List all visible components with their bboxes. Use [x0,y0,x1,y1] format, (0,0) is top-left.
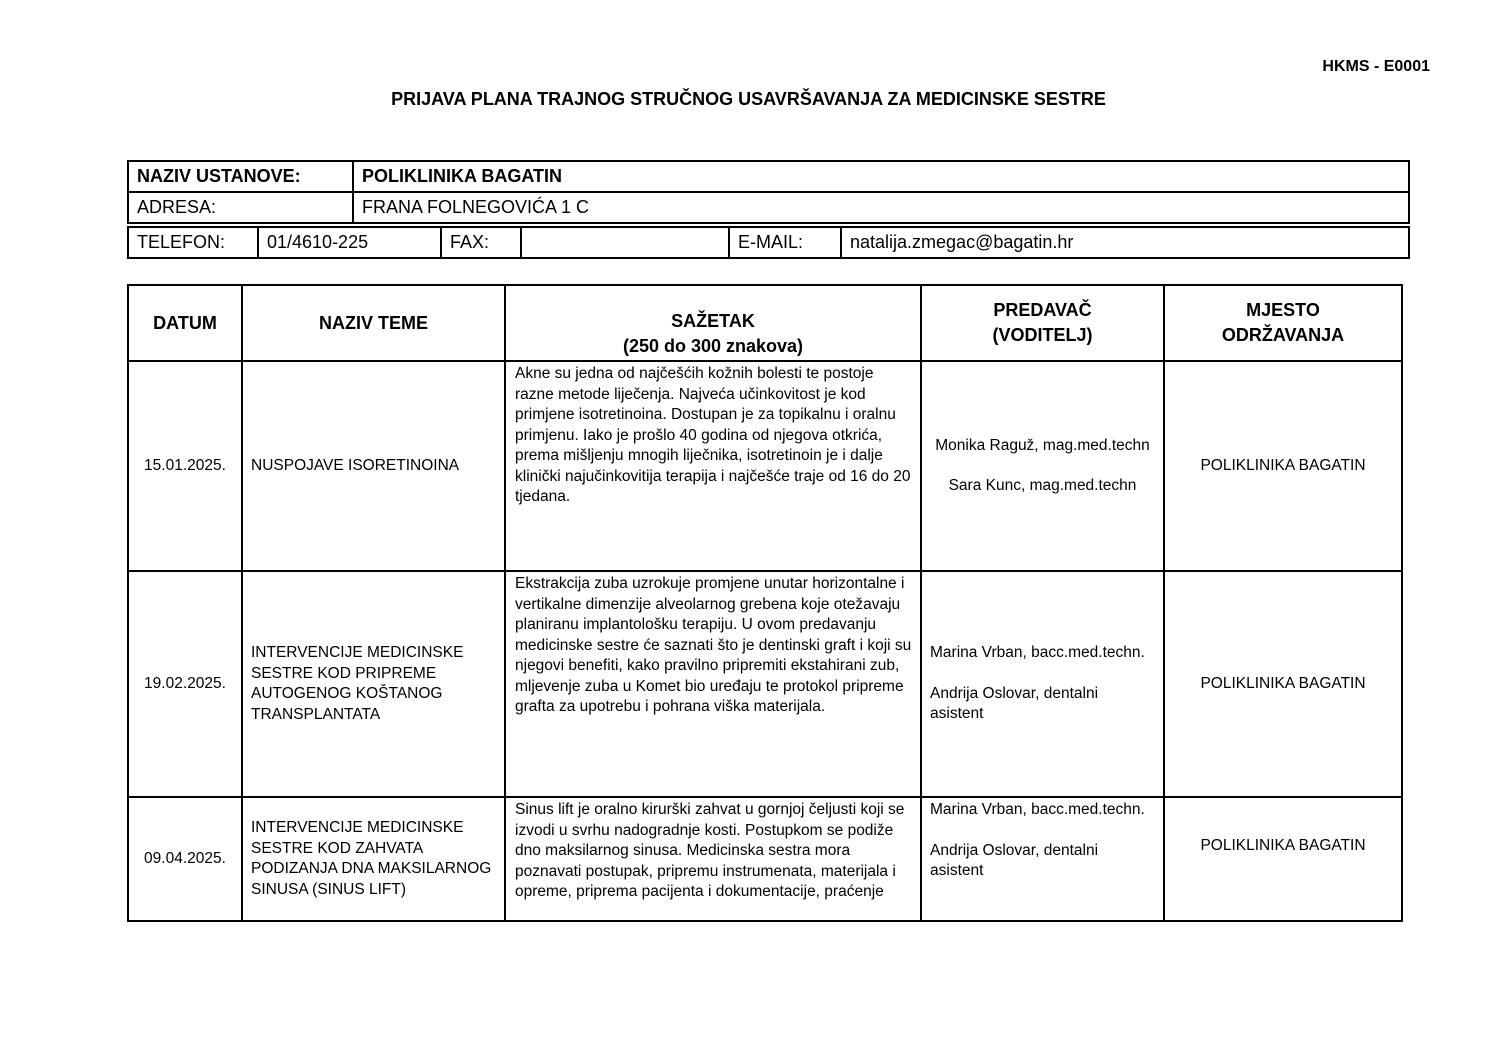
institution-name-value: POLIKLINIKA BAGATIN [353,161,1409,192]
address-value: FRANA FOLNEGOVIĆA 1 C [353,192,1409,223]
row-lecturers [921,797,1164,921]
row-lecturers [921,361,1164,571]
fax-label: FAX: [441,227,521,258]
institution-name-label: NAZIV USTANOVE: [128,161,353,192]
column-header-place [1164,285,1402,361]
row-summary [505,797,921,921]
lecturer-1: Marina Vrban, bacc.med.techn. [930,644,1145,662]
row-topic: INTERVENCIJE MEDICINSKE SESTRE KOD ZAHVATA PODIZANJA DNA MAKSILARNOG SINUSA (SINUS LIFT) [242,797,505,921]
lecturer-2: Andrija Oslovar, dentalni asistent [930,841,1099,879]
column-header-lecturer [921,285,1164,361]
lecturer-2: Sara Kunc, mag.med.techn [948,477,1137,494]
contact-table [127,226,1410,259]
table-header-row [128,285,1402,361]
row-place: POLIKLINIKA BAGATIN [1164,361,1402,571]
lecturer-header-note: (VODITELJ) [992,325,1093,345]
row-place: POLIKLINIKA BAGATIN [1164,797,1402,921]
summary-header-title: SAŽETAK [671,310,755,331]
table-row [128,571,1402,797]
row-date: 09.04.2025. [128,797,242,921]
summary-header-note: (250 do 300 znakova) [622,335,804,356]
row-topic: INTERVENCIJE MEDICINSKE SESTRE KOD PRIPREME AUTOGENOG KOŠTANOG TRANSPLANTATA [242,571,505,797]
institution-table [127,160,1410,224]
place-header-line2: ODRŽAVANJA [1221,325,1345,345]
row-summary: Akne su jedna od najčešćih kožnih bolesti te postoje razne metode liječenja. Najveća učinkovitost je kod primjene isotretinoina. Dostupan je za topikalnu i oralnu primjenu. Iako je prošlo 40 godina od njegova otkrića, prema mišljenju mnogih liječnika, isotretinoin je i dalje klinički najučinkovitija terapija i najčešće traje od 16 do 20 tjedana. [505,361,921,571]
row-date: 19.02.2025. [128,571,242,797]
address-label: ADRESA: [128,192,353,223]
row-topic: NUSPOJAVE ISORETINOINA [242,361,505,571]
education-plan-table [127,284,1403,922]
page-title: PRIJAVA PLANA TRAJNOG STRUČNOG USAVRŠAVANJA ZA MEDICINSKE SESTRE [391,89,1106,109]
lecturer-1: Marina Vrban, bacc.med.techn. [930,801,1145,818]
row-date: 15.01.2025. [128,361,242,571]
row-lecturers [921,571,1164,797]
lecturer-header-title: PREDAVAČ [993,300,1092,320]
table-row [128,361,1402,571]
form-code: HKMS - E0001 [1322,58,1430,75]
row-place: POLIKLINIKA BAGATIN [1164,571,1402,797]
column-header-summary [505,285,921,361]
email-label: E-MAIL: [729,227,841,258]
table-row [128,797,1402,921]
column-header-date: DATUM [128,285,242,361]
row-summary-text: Sinus lift je oralno kirurški zahvat u gornjoj čeljusti koji se izvodi u svrhu nadogradnje kosti. Postupkom se podiže dno maksilarnog sinusa. Medicinska sestra mora poznavati postupak, pripremu instrumenata, materijala i opreme, priprema pacijenta i dokumentacije, praćenje [515,801,905,900]
lecturer-1: Monika Raguž, mag.med.techn [935,436,1150,454]
phone-label: TELEFON: [128,227,258,258]
place-header-line1: MJESTO [1246,300,1320,320]
fax-value [521,227,729,258]
row-summary: Ekstrakcija zuba uzrokuje promjene unutar horizontalne i vertikalne dimenzije alveolarnog grebena koje otežavaju planiranu implantološku terapiju. U ovom predavanju medicinske sestre će saznati što je dentinski graft i koji su njegovi benefiti, kako pravilno pripremiti ekstahirani zub, mljevenje zuba u Komet bio uređaju te protokol pripreme grafta za upotrebu i pohrana viška materijala. [505,571,921,797]
column-header-topic: NAZIV TEME [242,285,505,361]
lecturer-2: Andrija Oslovar, dentalni asistent [930,684,1099,723]
email-value: natalija.zmegac@bagatin.hr [841,227,1409,258]
phone-value: 01/4610-225 [258,227,441,258]
